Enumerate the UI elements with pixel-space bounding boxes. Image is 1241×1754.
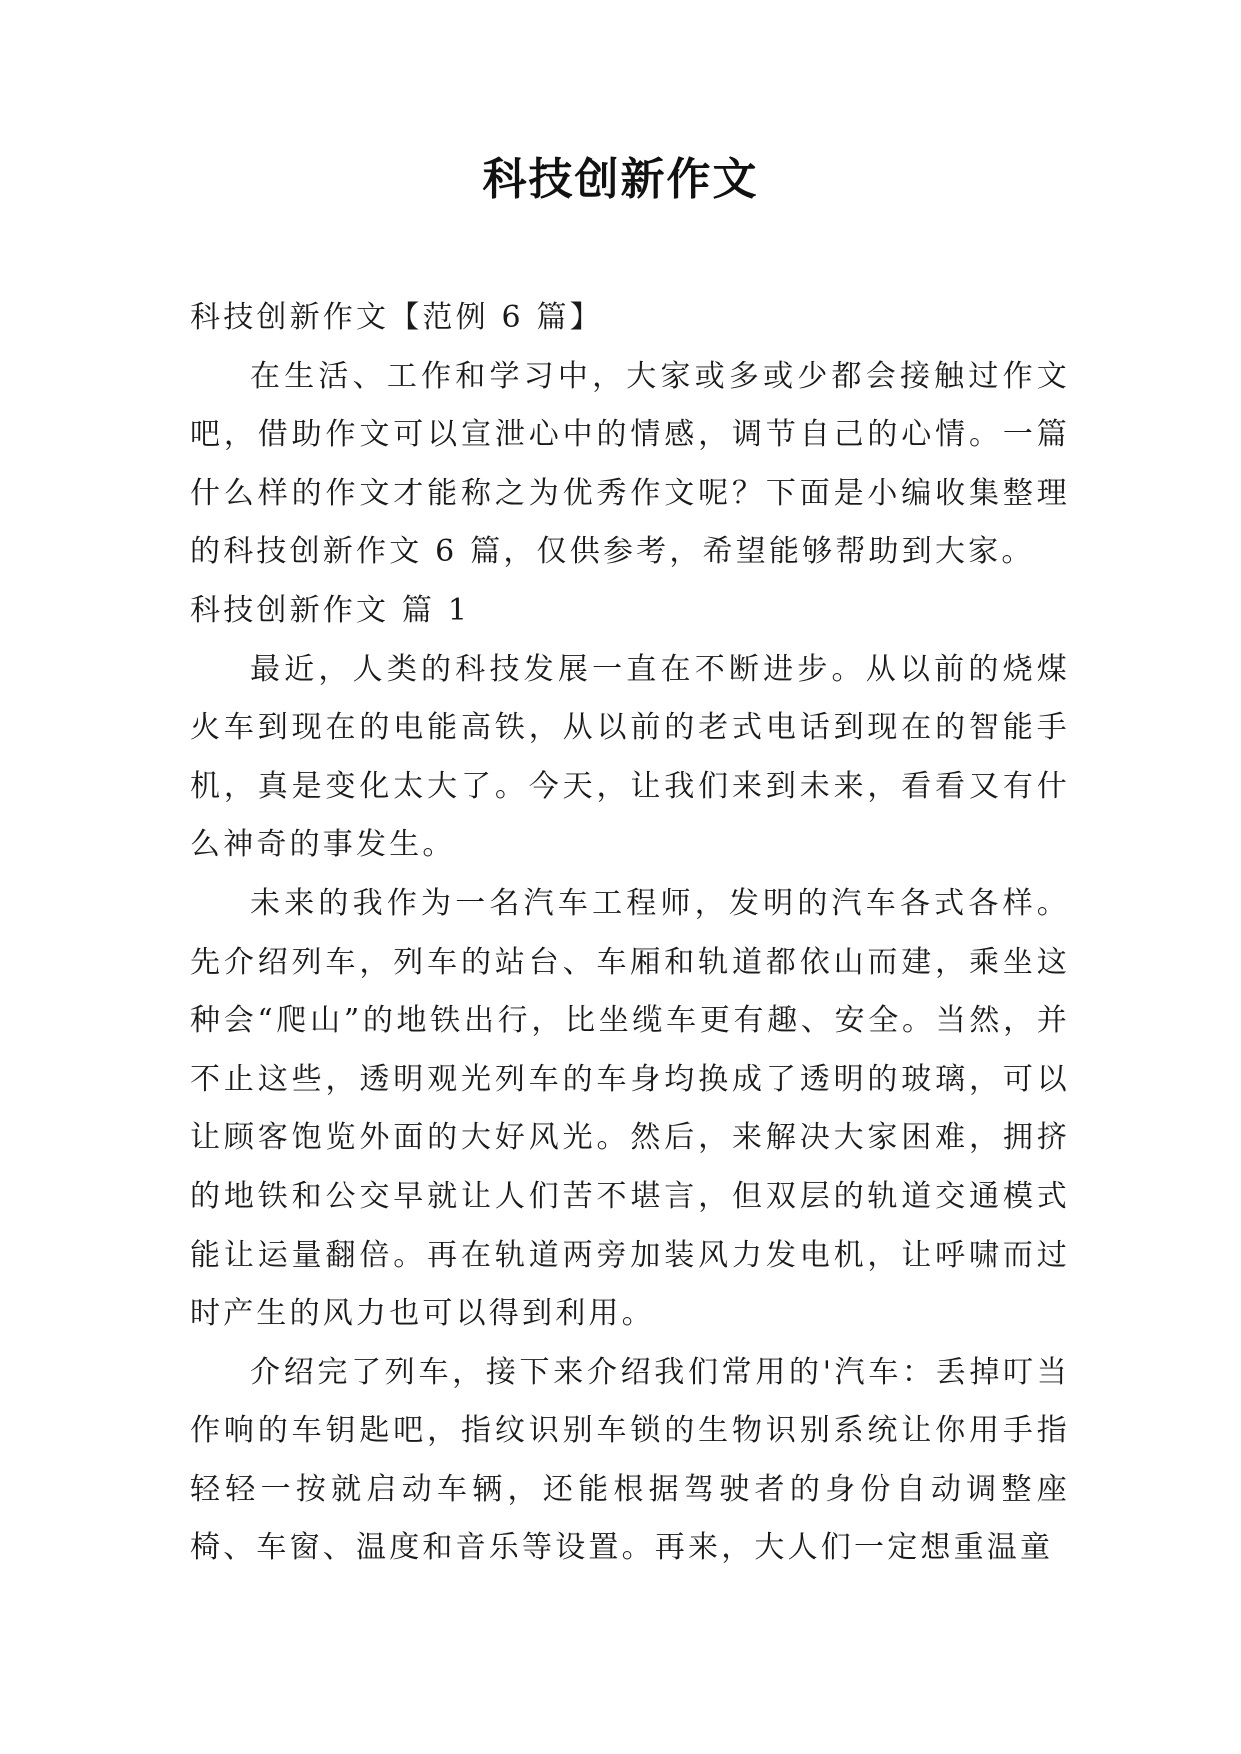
- document-subtitle: 科技创新作文【范例 6 篇】: [190, 300, 603, 335]
- body-paragraph: 未来的我作为一名汽车工程师，发明的汽车各式各样。先介绍列车，列车的站台、车厢和轨道都依山而建，乘坐这种会“爬山”的地铁出行，比坐缆车更有趣、安全。当然，并不止这些，透明观光列车的车身均换成了透明的玻璃，可以让顾客饱览外面的大好风光。然后，来解决大家困难，拥挤的地铁和公交早就让人们苦不堪言，但双层的轨道交通模式能让运量翻倍。再在轨道两旁加装风力发电机，让呼啸而过时产生的风力也可以得到利用。: [190, 885, 1070, 1332]
- document-body: [190, 289, 1070, 1578]
- body-paragraph: 介绍完了列车，接下来介绍我们常用的'汽车：丢掉叮当作响的车钥匙吧，指纹识别车锁的生物识别系统让你用手指轻轻一按就启动车辆，还能根据驾驶者的身份自动调整座椅、车窗、温度和音乐等设置。再来，大人们一定想重温童: [190, 1354, 1070, 1566]
- intro-paragraph: 在生活、工作和学习中，大家或多或少都会接触过作文吧，借助作文可以宣泄心中的情感，调节自己的心情。一篇什么样的作文才能称之为优秀作文呢？下面是小编收集整理的科技创新作文 6 篇，仅供参考，希望能够帮助到大家。: [190, 358, 1070, 570]
- section-heading: 科技创新作文 篇 1: [190, 592, 471, 628]
- document-title: 科技创新作文: [482, 154, 759, 205]
- body-paragraph: 最近，人类的科技发展一直在不断进步。从以前的烧煤火车到现在的电能高铁，从以前的老式电话到现在的智能手机，真是变化太大了。今天，让我们来到未来，看看又有什么神奇的事发生。: [190, 651, 1070, 863]
